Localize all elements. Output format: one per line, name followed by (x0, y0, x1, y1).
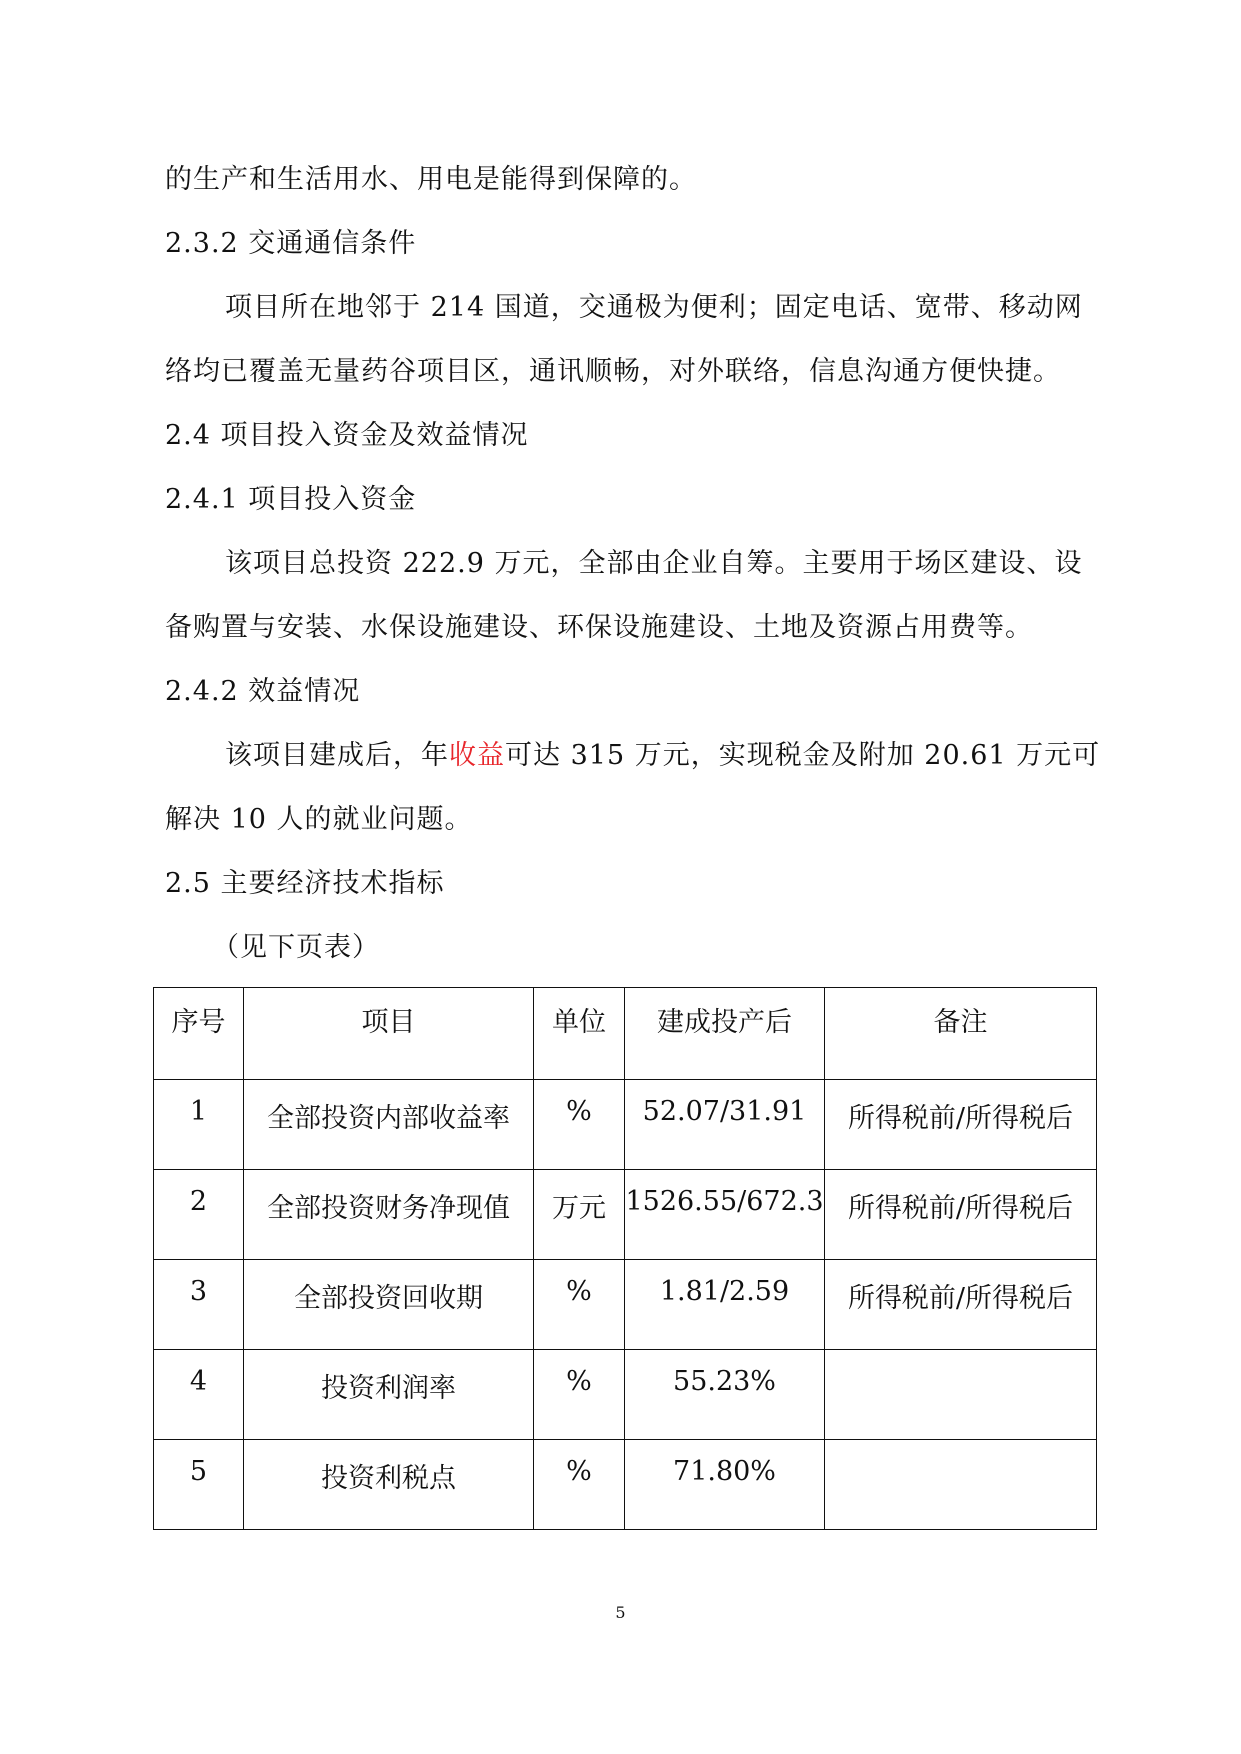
section-heading: 2.4 项目投入资金及效益情况 (165, 420, 529, 451)
cell-remark: 所得税前/所得税后 (825, 1260, 1097, 1350)
cell-item: 全部投资财务净现值 (244, 1170, 534, 1260)
cell-index: 3 (154, 1260, 244, 1350)
table-row (154, 1260, 1097, 1350)
text-segment: 可达 315 万元，实现税金及附加 20.61 万元可 (505, 740, 1101, 771)
cell-value: 52.07/31.91 (625, 1080, 825, 1170)
cell-index: 5 (154, 1440, 244, 1530)
cell-unit: % (534, 1440, 625, 1530)
paragraph-line: 的生产和生活用水、用电是能得到保障的。 (165, 164, 697, 195)
cell-item: 全部投资内部收益率 (244, 1080, 534, 1170)
header-cell-remark: 备注 (825, 988, 1097, 1080)
cell-unit: % (534, 1350, 625, 1440)
section-heading: 2.4.1 项目投入资金 (165, 484, 417, 515)
cell-index: 1 (154, 1080, 244, 1170)
paragraph-line: 络均已覆盖无量药谷项目区，通讯顺畅，对外联络，信息沟通方便快捷。 (165, 356, 1061, 387)
paragraph-line: 该项目总投资 222.9 万元，全部由企业自筹。主要用于场区建设、设 (225, 548, 1083, 579)
header-cell-item: 项目 (244, 988, 534, 1080)
cell-item: 投资利税点 (244, 1440, 534, 1530)
cell-unit: % (534, 1080, 625, 1170)
header-cell-index: 序号 (154, 988, 244, 1080)
cell-unit: 万元 (534, 1170, 625, 1260)
section-heading: 2.5 主要经济技术指标 (165, 868, 445, 899)
table-header-row (154, 988, 1097, 1080)
paragraph-line: 解决 10 人的就业问题。 (165, 804, 473, 835)
table-row (154, 1440, 1097, 1530)
cell-remark (825, 1350, 1097, 1440)
cell-value: 55.23% (625, 1350, 825, 1440)
header-cell-value: 建成投产后 (625, 988, 825, 1080)
table-note: （见下页表） (212, 932, 380, 963)
cell-index: 4 (154, 1350, 244, 1440)
cell-index: 2 (154, 1170, 244, 1260)
cell-remark: 所得税前/所得税后 (825, 1170, 1097, 1260)
text-segment: 该项目建成后，年 (225, 740, 449, 771)
table-row (154, 1170, 1097, 1260)
paragraph-line: 项目所在地邻于 214 国道，交通极为便利；固定电话、宽带、移动网 (225, 292, 1083, 323)
cell-item: 投资利润率 (244, 1350, 534, 1440)
table-row (154, 1350, 1097, 1440)
paragraph-line: 备购置与安装、水保设施建设、环保设施建设、土地及资源占用费等。 (165, 612, 1033, 643)
table-row (154, 1080, 1097, 1170)
cell-unit: % (534, 1260, 625, 1350)
cell-item: 全部投资回收期 (244, 1260, 534, 1350)
cell-remark (825, 1440, 1097, 1530)
cell-value: 71.80% (625, 1440, 825, 1530)
highlighted-text: 收益 (449, 740, 505, 771)
header-cell-unit: 单位 (534, 988, 625, 1080)
cell-remark: 所得税前/所得税后 (825, 1080, 1097, 1170)
paragraph-line (225, 736, 1100, 776)
section-heading: 2.4.2 效益情况 (165, 676, 361, 707)
cell-value: 1.81/2.59 (625, 1260, 825, 1350)
indicators-table (153, 987, 1097, 1530)
cell-value: 1526.55/672.3 (625, 1170, 825, 1260)
section-heading: 2.3.2 交通通信条件 (165, 228, 417, 259)
page-number: 5 (615, 1603, 626, 1622)
